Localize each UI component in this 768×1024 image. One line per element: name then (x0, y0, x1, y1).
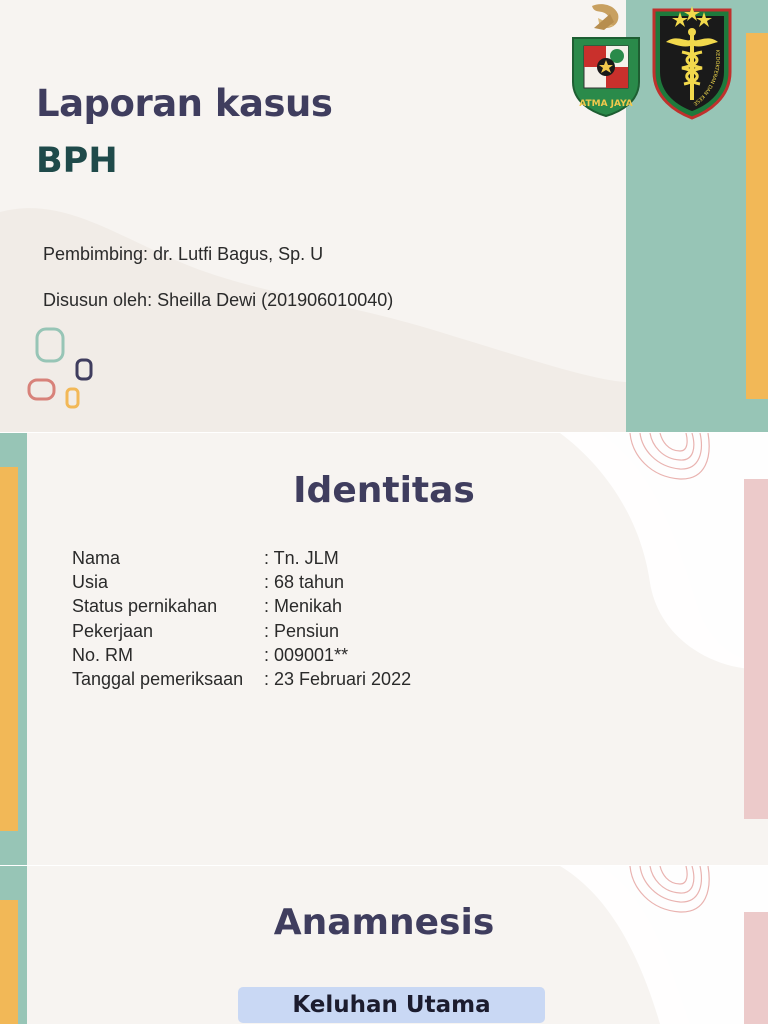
table-row (72, 667, 411, 691)
anamnesis-slide (0, 866, 768, 1024)
field-label: Pekerjaan (72, 620, 154, 641)
section-title: Identitas (293, 470, 475, 511)
field-value: : Menikah (264, 596, 343, 617)
orange-accent-bar (0, 467, 18, 831)
identity-table (72, 546, 411, 691)
table-row (72, 594, 411, 618)
field-value: : Tn. JLM (264, 548, 339, 568)
table-row (72, 643, 411, 667)
atma-jaya-logo-text: ATMA JAYA (579, 99, 633, 109)
field-value: : 009001** (264, 644, 349, 665)
supervisor-line: Pembimbing: dr. Lutfi Bagus, Sp. U (43, 244, 324, 264)
section-title: Anamnesis (273, 902, 495, 943)
field-value: : Pensiun (264, 620, 340, 641)
field-label: Status pernikahan (72, 596, 218, 617)
table-row (72, 546, 411, 570)
field-label: Tanggal pemeriksaan (72, 669, 244, 690)
title-slide (0, 0, 768, 432)
pink-accent-bar (744, 479, 768, 819)
table-row (72, 570, 411, 594)
medical-faculty-logo (646, 2, 738, 122)
page-title: Laporan kasus (36, 82, 333, 125)
decorative-shapes (22, 322, 102, 412)
field-label: No. RM (72, 644, 134, 665)
page-subtitle: BPH (36, 141, 118, 181)
identity-slide (0, 433, 768, 865)
atma-jaya-logo (570, 2, 642, 118)
field-value: : 68 tahun (264, 572, 345, 593)
chief-complaint-label: Keluhan Utama (238, 987, 545, 1023)
field-label: Usia (72, 572, 109, 593)
field-label: Nama (72, 548, 121, 568)
author-line: Disusun oleh: Sheilla Dewi (201906010040) (43, 290, 394, 310)
table-row (72, 619, 411, 643)
medical-logo-text: KEDOKTERAN DAN KESE (691, 49, 721, 107)
orange-accent-bar (746, 33, 768, 399)
field-value: : 23 Februari 2022 (264, 669, 412, 690)
